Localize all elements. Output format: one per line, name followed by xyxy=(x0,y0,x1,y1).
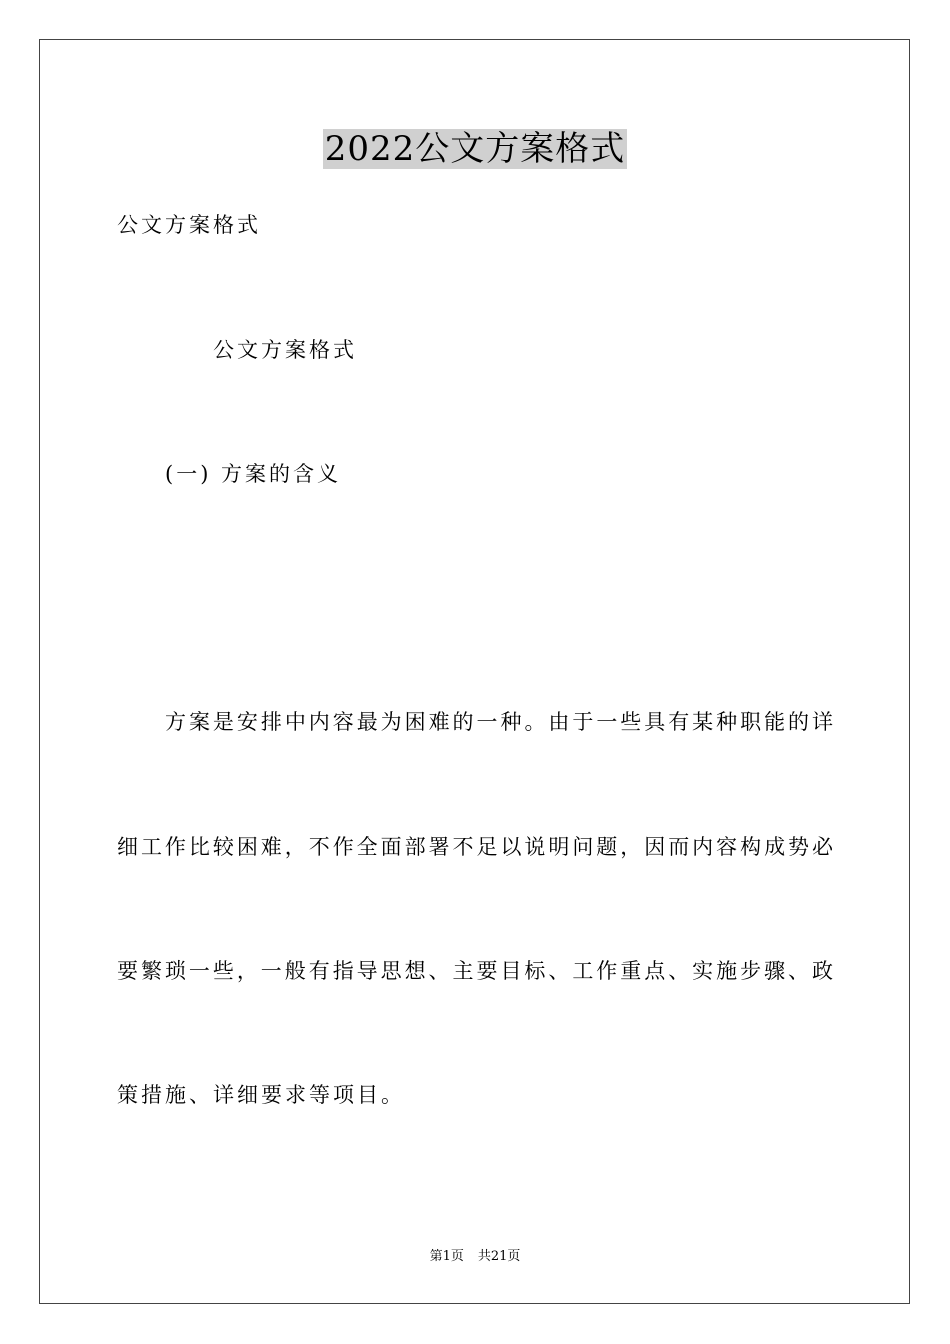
document-title-text: 2022公文方案格式 xyxy=(324,129,626,169)
page-number: 第1页 xyxy=(429,1249,464,1264)
document-subtitle: 公文方案格式 xyxy=(117,213,261,237)
document-title xyxy=(0,128,950,170)
paragraph-line: 策措施、详细要求等项目。 xyxy=(117,1083,405,1107)
page-footer xyxy=(0,1248,950,1266)
paragraph-line: 方案是安排中内容最为困难的一种。由于一些具有某种职能的详 xyxy=(165,710,833,734)
paragraph-line: 要繁琐一些，一般有指导思想、主要目标、工作重点、实施步骤、政 xyxy=(117,959,833,983)
heading-repeat: 公文方案格式 xyxy=(213,338,357,362)
section-heading: (一) 方案的含义 xyxy=(165,462,342,486)
paragraph-line: 细工作比较困难，不作全面部署不足以说明问题，因而内容构成势必 xyxy=(117,835,833,859)
page-total: 共21页 xyxy=(477,1249,521,1264)
